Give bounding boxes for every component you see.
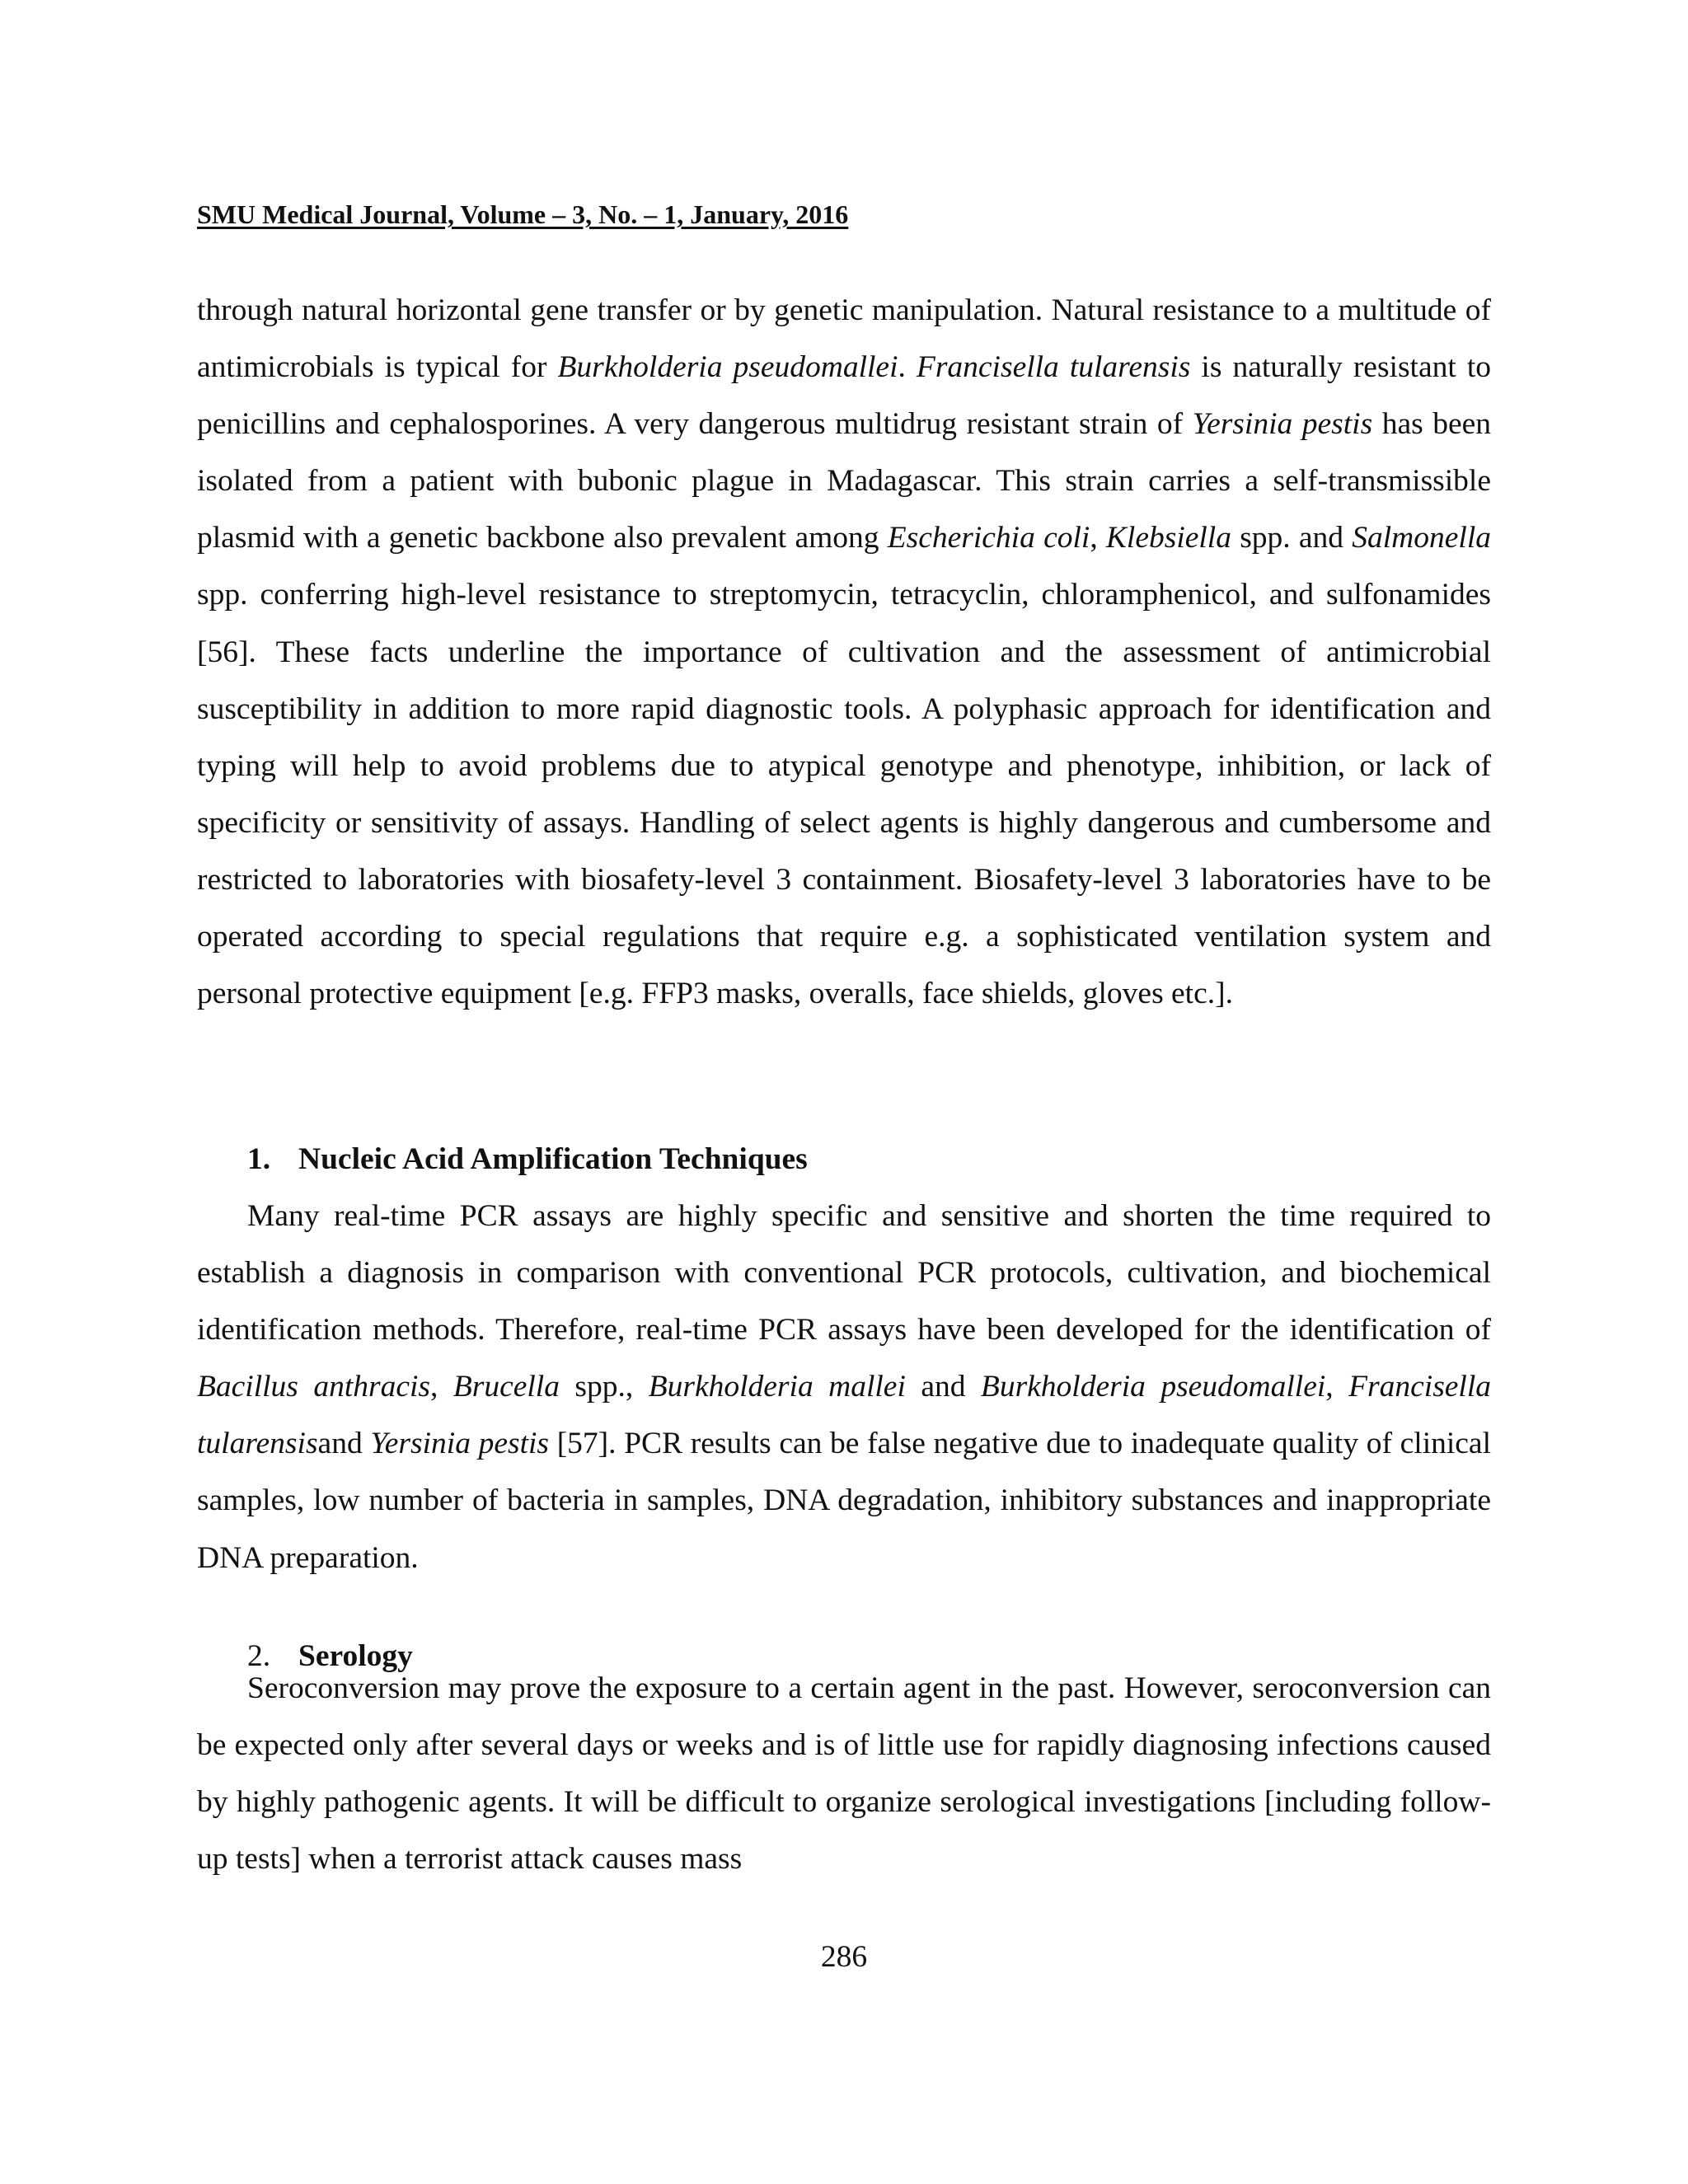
section-title: Nucleic Acid Amplification Techniques <box>298 1142 808 1176</box>
species-name: Burkholderia pseudomallei <box>557 350 898 385</box>
text-run: spp., <box>559 1370 649 1404</box>
body-paragraph-3: Seroconversion may prove the exposure to a certain agent in the past. However, seroconversion can be expected only after several days or weeks and is of little use for rapidly diagnosing infections caused by highly pathogenic agents. It will be difficult to organize serological investigations [including follow-up tests] when a terrorist attack causes mass <box>197 1671 1491 1877</box>
text-run: spp. and <box>1231 521 1353 555</box>
text-run: , <box>430 1370 453 1404</box>
species-name: Yersinia pestis <box>370 1427 550 1461</box>
text-run: and <box>317 1427 371 1461</box>
section-number: 2. <box>247 1639 271 1673</box>
species-name: Escherichia coli <box>887 521 1090 555</box>
species-name: Burkholderia pseudomallei <box>980 1370 1326 1404</box>
species-name: Klebsiella <box>1105 521 1231 555</box>
text-run: , <box>1325 1370 1349 1404</box>
journal-header: SMU Medical Journal, Volume – 3, No. – 1, January, 2016 <box>197 199 849 229</box>
text-run: and <box>905 1370 981 1404</box>
text-run: is naturally resistant to penicillins and cephalosporines. A very dangerous multidrug resistant strain of <box>197 350 1491 442</box>
species-name: Francisella tularensis <box>197 1370 1492 1461</box>
body-paragraph-2 <box>197 1188 1491 1586</box>
text-run: . <box>898 350 917 385</box>
section-title: Serology <box>298 1639 413 1673</box>
text-run: has been isolated from a patient with bubonic plague in Madagascar. This strain carries a self-transmissible plasmid with a genetic backbone also prevalent among <box>197 407 1492 555</box>
species-name: Burkholderia mallei <box>648 1370 906 1404</box>
text-run: spp. conferring high-level resistance to streptomycin, tetracyclin, chloramphenicol, and sulfonamides [56]. These facts underline the importance of cultivation and the assessment of antimicrobial susceptibility in addition to more rapid diagnostic tools. A polyphasic approach for identification and typing will help to avoid problems due to atypical genotype and phenotype, inhibition, or lack of specificity or sensitivity of assays. Handling of select agents is highly dangerous and cumbersome and restricted to laboratories with biosafety-level 3 containment. Biosafety-level 3 laboratories have to be operated according to special regulations that require e.g. a sophisticated ventilation system and personal protective equipment [e.g. FFP3 masks, overalls, face shields, gloves etc.]. <box>197 578 1491 1011</box>
text-run: , <box>1090 521 1106 555</box>
species-name: Yersinia pestis <box>1192 407 1373 442</box>
text-run: [57]. PCR results can be false negative due to inadequate quality of clinical samples, low number of bacteria in samples, DNA degradation, inhibitory substances and inappropriate DNA preparation. <box>197 1427 1491 1575</box>
body-paragraph-1 <box>197 282 1491 1022</box>
species-name: Francisella tularensis <box>916 350 1191 385</box>
species-name: Salmonella <box>1352 521 1491 555</box>
text-run: Many real-time PCR assays are highly specific and sensitive and shorten the time required to establish a diagnosis in comparison with conventional PCR protocols, cultivation, and biochemical identification methods. Therefore, real-time PCR assays have been developed for the identification of <box>197 1199 1491 1347</box>
text-run: through natural horizontal gene transfer or by genetic manipulation. Natural resistance to a multitude of antimicrobials is typical for <box>197 293 1491 385</box>
section-number: 1. <box>247 1142 271 1176</box>
species-name: Brucella <box>452 1370 560 1404</box>
species-name: Bacillus anthracis <box>197 1370 431 1404</box>
page-number: 286 <box>820 1940 868 1974</box>
section-heading-1 <box>247 1131 808 1188</box>
